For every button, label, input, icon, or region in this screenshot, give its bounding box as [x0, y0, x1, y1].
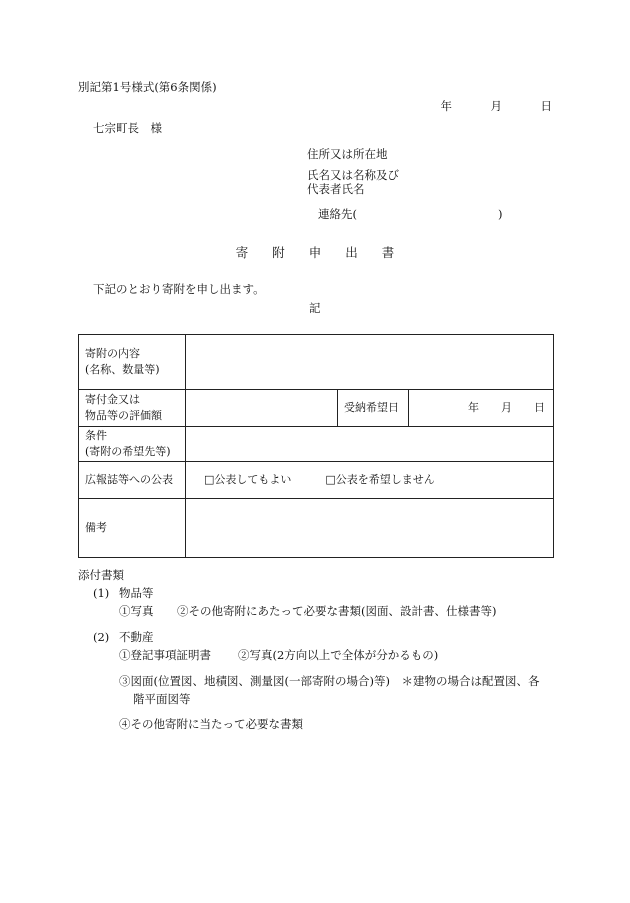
table-row — [79, 427, 554, 462]
section1-number: (1) — [93, 586, 110, 600]
publicity-options — [186, 462, 554, 499]
attachments-heading: 添付書類 — [78, 568, 124, 582]
donation-form-table — [78, 334, 554, 558]
addressee: 七宗町長 様 — [93, 121, 162, 135]
date-month-label: 月 — [490, 99, 502, 113]
section2-number: (2) — [93, 630, 110, 644]
remarks-field[interactable] — [186, 499, 554, 558]
table-row — [79, 462, 554, 499]
conditions-label: 条件 (寄附の希望先等) — [79, 427, 186, 462]
desired-month-label: 月 — [501, 401, 513, 415]
title-char: 寄 — [235, 245, 249, 260]
desired-year-label: 年 — [468, 401, 480, 415]
section2-item3-line1: ③図面(位置図、地積図、測量図(一部寄附の場合)等) ＊建物の場合は配置図、各 — [119, 674, 540, 688]
section2-item2: ②写真(2方向以上で全体が分かるもの) — [238, 648, 439, 662]
donation-content-label: 寄附の内容 (名称、数量等) — [79, 335, 186, 390]
desired-day-label: 日 — [534, 401, 546, 415]
desired-date-field[interactable] — [409, 390, 554, 427]
section1-item1: ①写真 — [119, 604, 154, 618]
donation-content-field[interactable] — [186, 335, 554, 390]
document-title — [0, 243, 630, 261]
submission-date — [402, 99, 552, 114]
section1-title: 物品等 — [119, 586, 154, 600]
remarks-label: 備考 — [79, 499, 186, 558]
desired-date-label: 受納希望日 — [338, 390, 409, 427]
address-label: 住所又は所在地 — [307, 147, 388, 161]
contact-close: ) — [498, 207, 503, 221]
valuation-field[interactable] — [186, 390, 338, 427]
table-row — [79, 335, 554, 390]
table-row — [79, 499, 554, 558]
valuation-label: 寄付金又は 物品等の評価額 — [79, 390, 186, 427]
title-char: 出 — [345, 245, 358, 260]
contact-label: 連絡先( — [318, 207, 357, 221]
title-char: 附 — [272, 245, 285, 260]
section1-item2: ②その他寄附にあたって必要な書類(図面、設計書、仕様書等) — [177, 604, 497, 618]
section2-item3-line2: 階平面図等 — [133, 692, 191, 706]
date-day-label: 日 — [540, 99, 552, 113]
title-char: 書 — [381, 245, 395, 260]
section2-title: 不動産 — [119, 630, 154, 644]
form-number: 別記第1号様式(第6条関係) — [78, 80, 217, 94]
section2-item4: ④その他寄附に当たって必要な書類 — [119, 717, 303, 731]
title-char: 申 — [308, 245, 322, 260]
publicity-label: 広報誌等への公表 — [79, 462, 186, 499]
table-row — [79, 390, 554, 427]
conditions-field[interactable] — [186, 427, 554, 462]
publicity-allow-checkbox[interactable]: □公表してもよい — [204, 473, 292, 487]
section2-item1: ①登記事項証明書 — [119, 648, 211, 662]
name-label-line2: 代表者氏名 — [307, 182, 365, 196]
ki-marker: 記 — [309, 301, 321, 315]
name-label-line1: 氏名又は名称及び — [307, 168, 399, 182]
date-year-label: 年 — [440, 99, 452, 113]
intro-text: 下記のとおり寄附を申し出ます。 — [93, 282, 265, 296]
publicity-decline-checkbox[interactable]: □公表を希望しません — [325, 473, 435, 487]
